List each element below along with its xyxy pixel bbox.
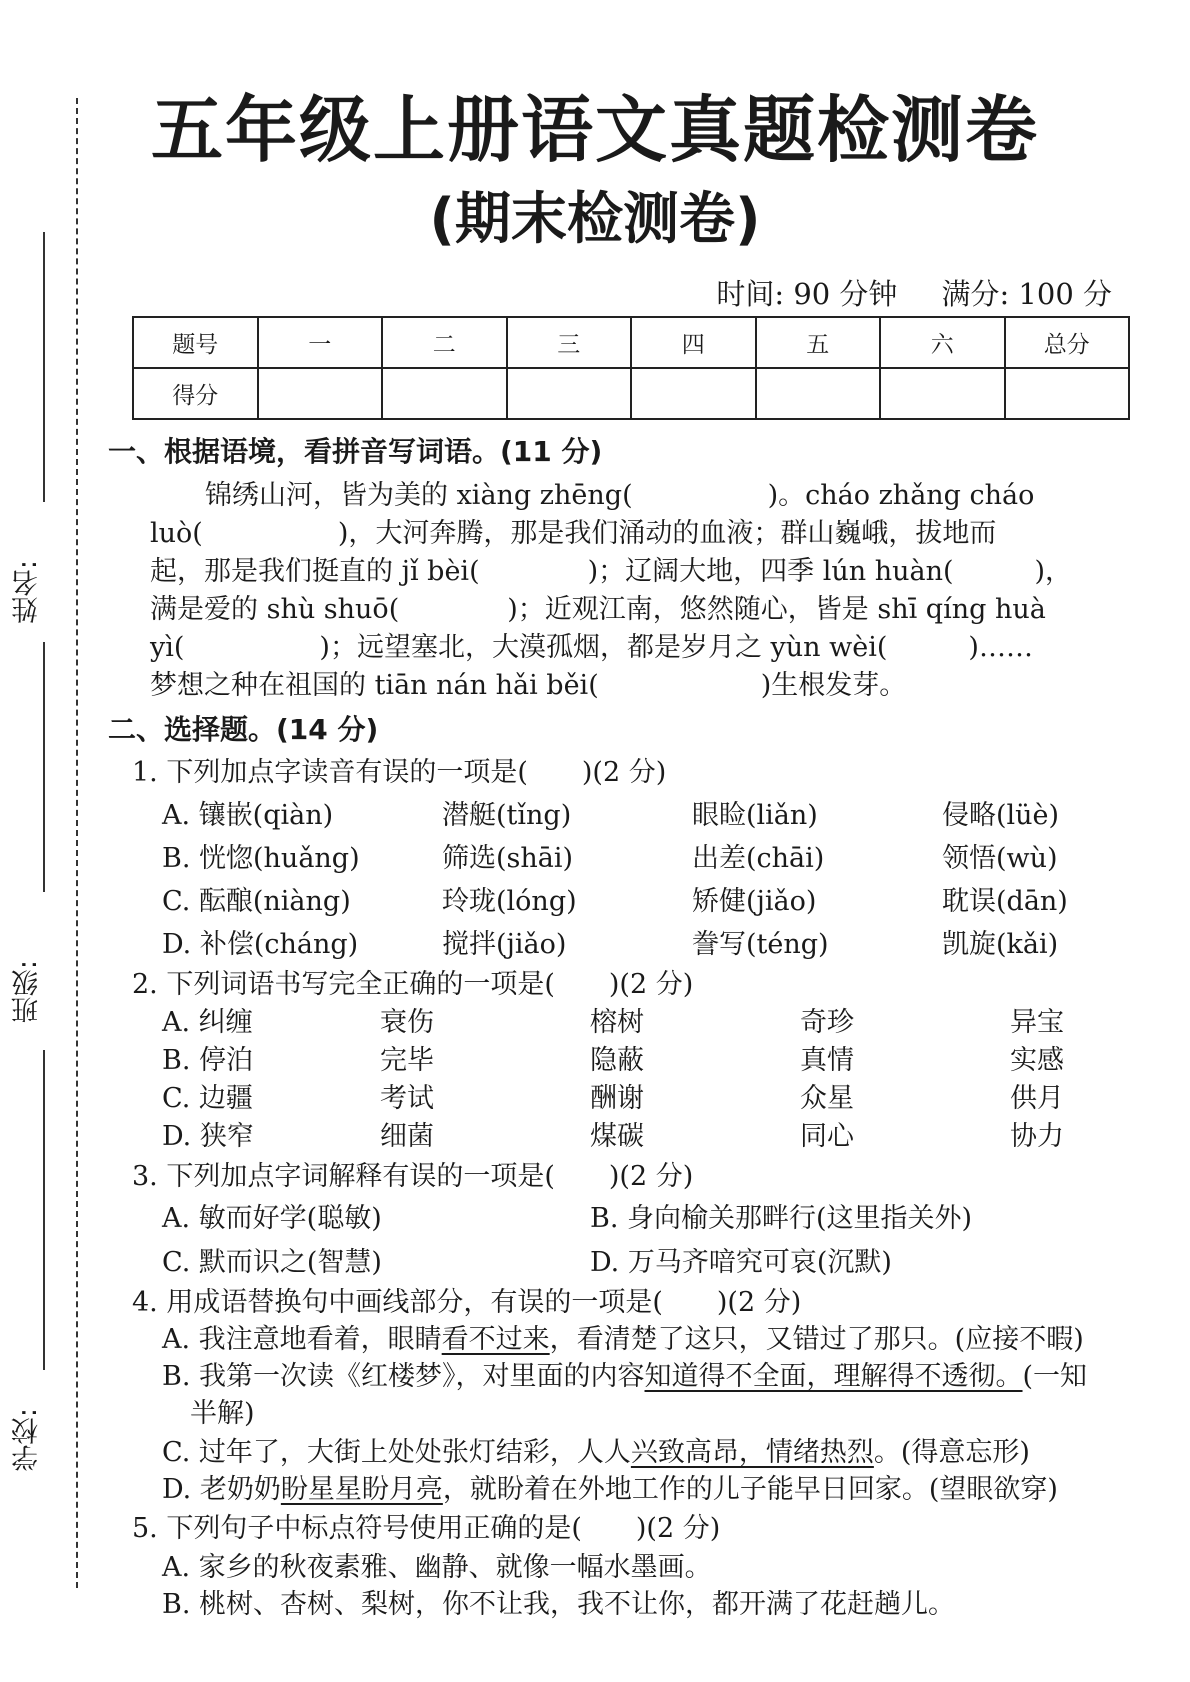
- question-5-stem: 5. 下列句子中标点符号使用正确的是( )(2 分): [132, 1513, 721, 1544]
- section-1-line: 满是爱的 shù shuō( )；近观江南，悠然随心，皆是 shī qíng huà: [150, 594, 1046, 625]
- q2-option: 隐蔽: [590, 1045, 644, 1076]
- q1-option: 矫健(jiǎo): [692, 886, 817, 917]
- q5-option: A. 家乡的秋夜素雅、幽静、就像一幅水墨画。: [162, 1552, 712, 1583]
- section-1-line: 锦绣山河，皆为美的 xiàng zhēng( )。cháo zhǎng cháo: [205, 480, 1035, 511]
- school-underline: [43, 1050, 45, 1370]
- q3-option: A. 敏而好学(聪敏): [162, 1203, 382, 1234]
- question-1-stem: 1. 下列加点字读音有误的一项是( )(2 分): [132, 757, 667, 788]
- score-cell[interactable]: [258, 368, 383, 419]
- q2-option: 真情: [800, 1045, 854, 1076]
- q4-c-text: 。(得意忘形): [873, 1437, 1030, 1468]
- q4-a-text: ，看清楚了这只，又错过了那只。(应接不暇): [549, 1324, 1084, 1355]
- q2-option: 异宝: [1010, 1007, 1064, 1038]
- q4-b-text: (一知: [1022, 1361, 1088, 1392]
- q5-option: B. 桃树、杏树、梨树，你不让我，我不让你，都开满了花赶趟儿。: [162, 1589, 956, 1620]
- q1-option: 侵略(lüè): [942, 800, 1060, 831]
- q4-c-underlined: 兴致高昂，情绪热烈: [630, 1437, 874, 1468]
- q4-c-text: C. 过年了，大街上处处张灯结彩，人人: [162, 1437, 631, 1468]
- q4-option-a: [162, 1317, 1084, 1356]
- score-table: [132, 316, 1130, 420]
- section-1-line: 梦想之种在祖国的 tiān nán hǎi běi( )生根发芽。: [150, 670, 907, 701]
- class-underline: [43, 642, 45, 892]
- question-4-stem: 4. 用成语替换句中画线部分，有误的一项是( )(2 分): [132, 1287, 802, 1318]
- q2-option: C. 边疆: [162, 1083, 253, 1114]
- q4-option-c: [162, 1430, 1030, 1469]
- q1-option: 搅拌(jiǎo): [442, 929, 567, 960]
- name-underline: [43, 232, 45, 502]
- q4-option-b-cont: 半解): [190, 1398, 255, 1429]
- q2-option: 实感: [1010, 1045, 1064, 1076]
- q2-option: 衰伤: [380, 1007, 434, 1038]
- score-table-header-cell: 总分: [1005, 317, 1130, 368]
- q2-option: 煤碳: [590, 1121, 644, 1152]
- q1-option: C. 酝酿(niàng): [162, 886, 351, 917]
- q4-d-text: ，就盼着在外地工作的儿子能早日回家。(望眼欲穿): [442, 1474, 1058, 1505]
- q4-a-text: A. 我注意地看着，眼睛: [162, 1324, 442, 1355]
- q1-option: 眼睑(liǎn): [692, 800, 818, 831]
- q2-option: 供月: [1010, 1083, 1064, 1114]
- q1-option: A. 镶嵌(qiàn): [162, 800, 334, 831]
- q4-a-underlined: 看不过来: [441, 1324, 550, 1355]
- q2-option: 榕树: [590, 1007, 644, 1038]
- q4-option-d: [162, 1467, 1058, 1506]
- q3-option: D. 万马齐喑究可哀(沉默): [590, 1247, 892, 1278]
- section-1-line: luò( )，大河奔腾，那是我们涌动的血液；群山巍峨，拔地而: [150, 518, 997, 549]
- q1-option: 凯旋(kǎi): [942, 929, 1059, 960]
- q1-option: 潜艇(tǐng): [442, 800, 572, 831]
- score-table-header-cell: 五: [756, 317, 881, 368]
- score-cell[interactable]: [756, 368, 881, 419]
- q1-option: 筛选(shāi): [442, 843, 574, 874]
- score-table-header-cell: 题号: [133, 317, 258, 368]
- section-1-line: 起，那是我们挺直的 jǐ bèi( )；辽阔大地，四季 lún huàn( )，: [150, 556, 1073, 587]
- score-table-header-cell: 一: [258, 317, 383, 368]
- score-table-header-row: [133, 317, 1129, 368]
- exam-meta: [716, 272, 1112, 313]
- score-table-header-cell: 四: [631, 317, 756, 368]
- q2-option: 同心: [800, 1121, 854, 1152]
- score-row-label: 得分: [133, 368, 258, 419]
- q3-option: C. 默而识之(智慧): [162, 1247, 382, 1278]
- section-1-heading: 一、根据语境，看拼音写词语。(11 分): [108, 435, 603, 468]
- q1-option: B. 恍惚(huǎng): [162, 843, 360, 874]
- q2-option: 细菌: [380, 1121, 434, 1152]
- school-label: 学校:: [12, 1408, 43, 1472]
- score-cell[interactable]: [507, 368, 632, 419]
- score-cell[interactable]: [880, 368, 1005, 419]
- section-2-heading: 二、选择题。(14 分): [108, 713, 379, 746]
- q1-option: 誊写(téng): [692, 929, 829, 960]
- class-label: 班级:: [12, 960, 43, 1024]
- q2-option: 协力: [1010, 1121, 1064, 1152]
- score-cell[interactable]: [1005, 368, 1130, 419]
- q4-option-b: [162, 1354, 1087, 1393]
- q1-option: 领悟(wù): [942, 843, 1058, 874]
- score-cell[interactable]: [382, 368, 507, 419]
- q2-option: 完毕: [380, 1045, 434, 1076]
- score-table-header-cell: 二: [382, 317, 507, 368]
- section-1-line: yì( )；远望塞北，大漠孤烟，都是岁月之 yùn wèi( )……: [150, 632, 1033, 663]
- q1-option: 出差(chāi): [692, 843, 825, 874]
- time-limit: 时间: 90 分钟: [716, 277, 898, 311]
- score-table-header-cell: 六: [880, 317, 1005, 368]
- question-3-stem: 3. 下列加点字词解释有误的一项是( )(2 分): [132, 1161, 694, 1192]
- score-cell[interactable]: [631, 368, 756, 419]
- q4-b-underlined: 知道得不全面，理解得不透彻。: [644, 1361, 1023, 1392]
- q1-option: 耽误(dān): [942, 886, 1068, 917]
- binding-dashed-line: [76, 98, 78, 1588]
- score-table-score-row: [133, 368, 1129, 419]
- q2-option: 考试: [380, 1083, 434, 1114]
- name-label: 姓名:: [12, 560, 43, 624]
- q4-b-text: B. 我第一次读《红楼梦》，对里面的内容: [162, 1361, 645, 1392]
- q2-option: B. 停泊: [162, 1045, 254, 1076]
- question-2-stem: 2. 下列词语书写完全正确的一项是( )(2 分): [132, 969, 694, 1000]
- full-score: 满分: 100 分: [941, 277, 1112, 311]
- page-title: 五年级上册语文真题检测卷: [150, 88, 1039, 172]
- q3-option: B. 身向榆关那畔行(这里指关外): [590, 1203, 973, 1234]
- q2-option: 奇珍: [800, 1007, 854, 1038]
- q2-option: 酬谢: [590, 1083, 644, 1114]
- page-subtitle: (期末检测卷): [429, 187, 761, 252]
- q4-d-underlined: 盼星星盼月亮: [280, 1474, 443, 1505]
- q1-option: 玲珑(lóng): [442, 886, 577, 917]
- q4-d-text: D. 老奶奶: [162, 1474, 281, 1505]
- q2-option: 众星: [800, 1083, 854, 1114]
- score-table-header-cell: 三: [507, 317, 632, 368]
- q1-option: D. 补偿(cháng): [162, 929, 359, 960]
- q2-option: D. 狭窄: [162, 1121, 254, 1152]
- q2-option: A. 纠缠: [162, 1007, 253, 1038]
